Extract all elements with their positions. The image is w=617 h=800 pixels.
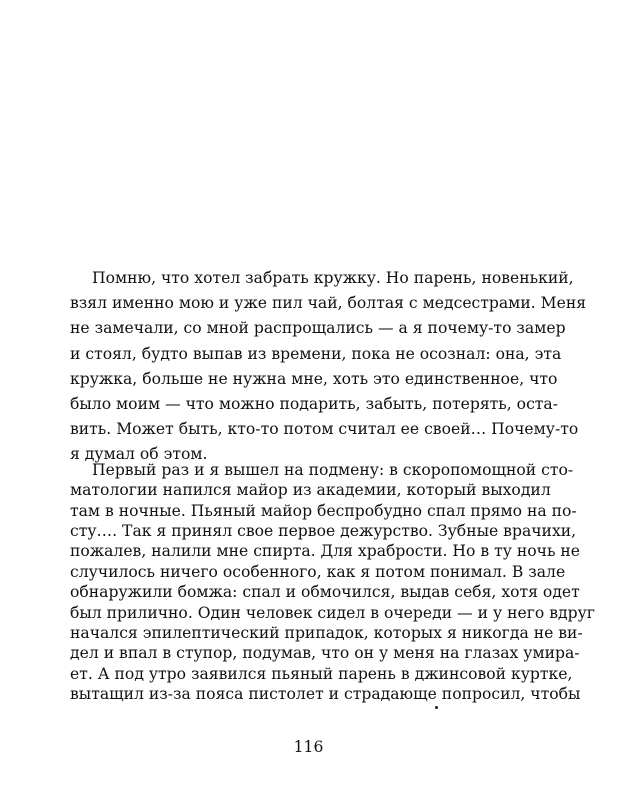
text-line: пожалев, налили мне спирта. Для храбрости. Но в ту ночь не bbox=[70, 542, 581, 560]
text-line: было моим — что можно подарить, забыть, потерять, оста- bbox=[70, 395, 558, 413]
text-line: обнаружили бомжа: спал и обмочился, выдав себя, хотя одет bbox=[70, 583, 580, 601]
text-line: ет. А под утро заявился пьяный парень в джинсовой куртке, bbox=[70, 665, 573, 683]
text-line: и стоял, будто выпав из времени, пока не осознал: она, эта bbox=[70, 345, 562, 363]
text-line: Помню, что хотел забрать кружку. Но парень, новенький, bbox=[92, 269, 574, 287]
text-line: вытащил из-за пояса пистолет и страдающе попросил, чтобы bbox=[70, 685, 581, 703]
text-line: случилось ничего особенного, как я потом понимал. В зале bbox=[70, 563, 566, 581]
ink-speck bbox=[435, 706, 438, 709]
text-line: кружка, больше не нужна мне, хоть это единственное, что bbox=[70, 370, 558, 388]
text-line: матологии напился майор из академии, который выходил bbox=[70, 481, 551, 499]
text-line: дел и впал в ступор, подумав, что он у меня на глазах умира- bbox=[70, 644, 580, 662]
text-line: не замечали, со мной распрощались — а я почему-то замер bbox=[70, 319, 566, 337]
text-line: там в ночные. Пьяный майор беспробудно спал прямо на по- bbox=[70, 502, 577, 520]
text-line: я думал об этом. bbox=[70, 445, 208, 463]
text-line: Первый раз и я вышел на подмену: в скоропомощной сто- bbox=[92, 461, 574, 479]
text-line: вить. Может быть, кто-то потом считал ее своей… Почему-то bbox=[70, 420, 579, 438]
text-line: взял именно мою и уже пил чай, болтая с медсестрами. Меня bbox=[70, 294, 587, 312]
text-line: начался эпилептический припадок, которых я никогда не ви- bbox=[70, 624, 583, 642]
page-number: 116 bbox=[293, 738, 324, 756]
text-line: сту…. Так я принял свое первое дежурство. Зубные врачихи, bbox=[70, 522, 577, 540]
text-line: был прилично. Один человек сидел в очереди — и у него вдруг bbox=[70, 604, 595, 622]
